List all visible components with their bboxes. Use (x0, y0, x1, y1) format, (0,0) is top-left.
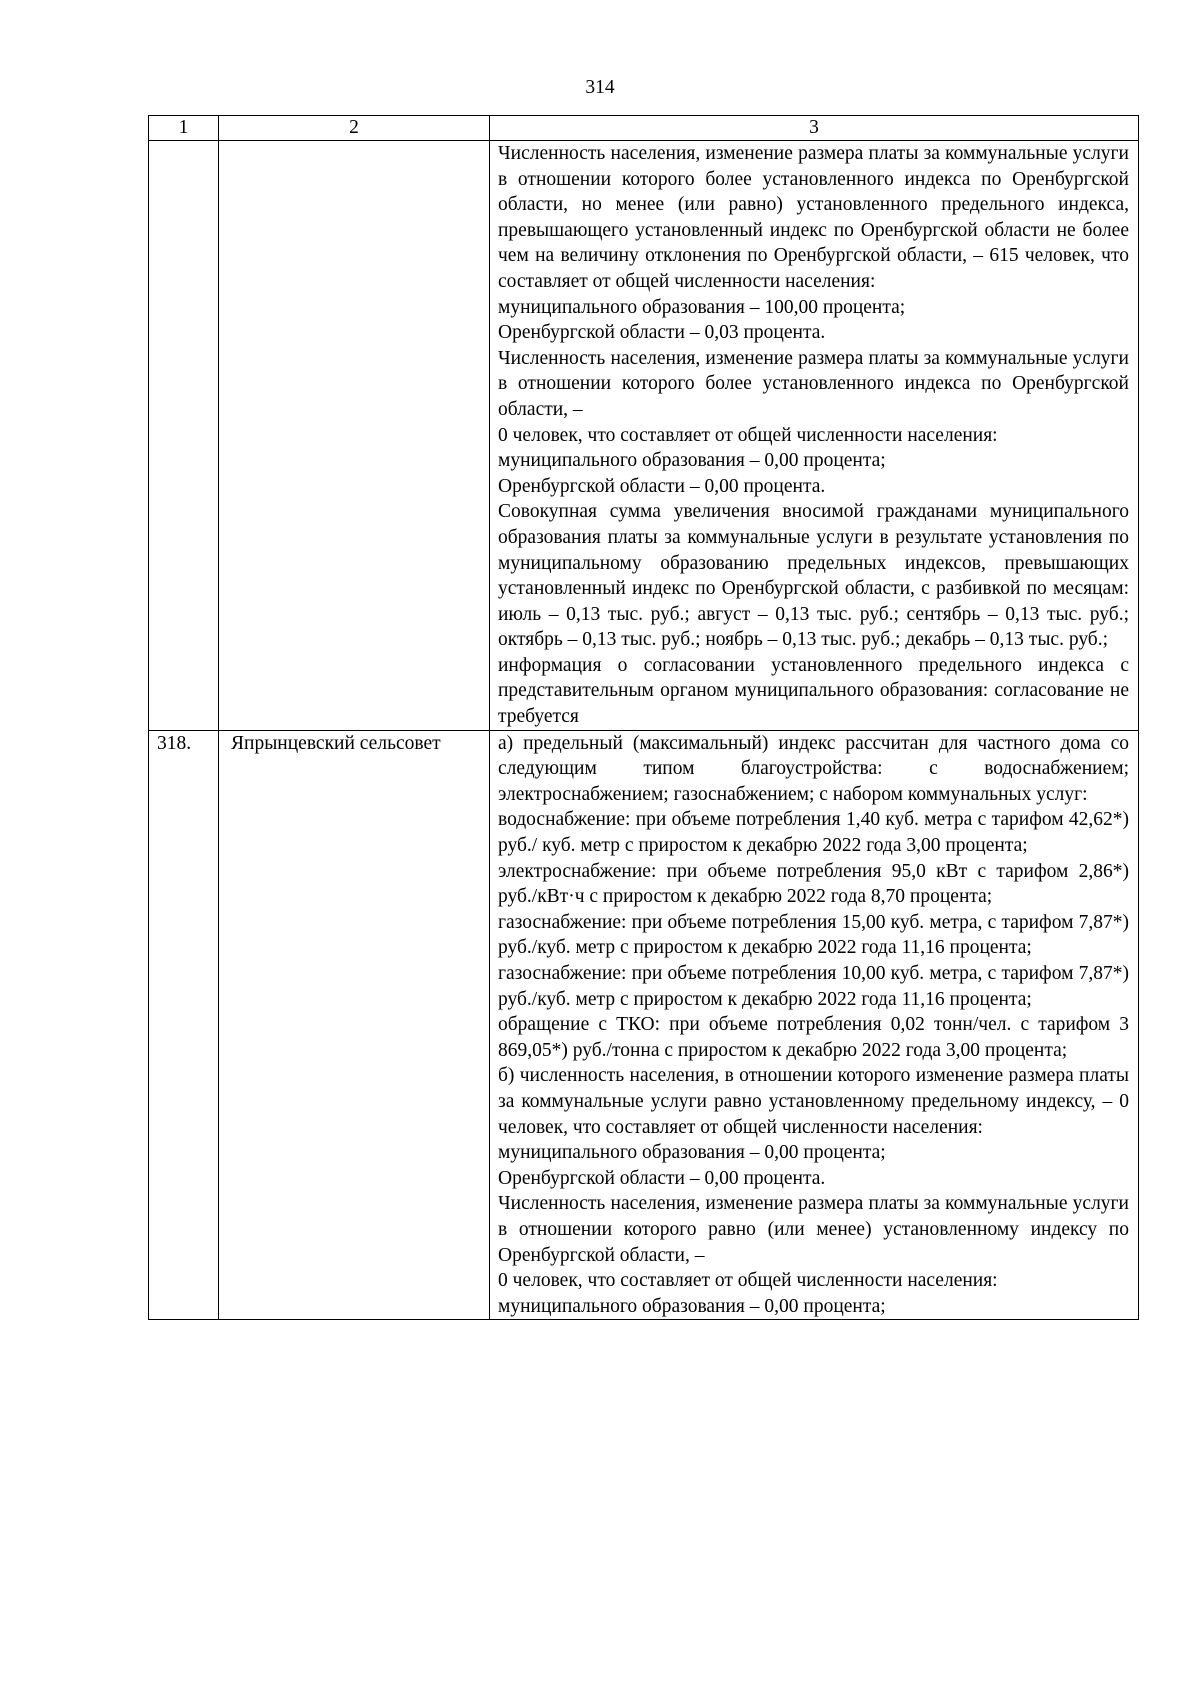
content-paragraph: 0 человек, что составляет от общей численности населения: (498, 424, 998, 446)
content-paragraph: Численность населения, изменение размера платы за коммунальные услуги в отношении которого равно (или менее) установленному индексу по Оренбургской области, – (498, 1193, 1129, 1266)
municipality-name: Япрынцевский сельсовет (219, 730, 490, 1320)
content-paragraph: Оренбургской области – 0,00 процента. (498, 475, 826, 497)
content-paragraph: Численность населения, изменение размера платы за коммунальные услуги в отношении которого более установленного индекса по Оренбургской области, – (498, 347, 1129, 420)
content-paragraph: Совокупная сумма увеличения вносимой гражданами муниципального образования платы за коммунальные услуги в результате установления по муниципальному образованию предельных индексов, превышающих установленный индекс по Оренбургской области, с разбивкой по месяцам: июль – 0,13 тыс. руб.; август – 0,13 тыс. руб.; сентябрь – 0,13 тыс. руб.; октябрь – 0,13 тыс. руб.; ноябрь – 0,13 тыс. руб.; декабрь – 0,13 тыс. руб.; (498, 501, 1129, 651)
content-paragraph: Численность населения, изменение размера платы за коммунальные услуги в отношении которого более установленного индекса по Оренбургской области, но менее (или равно) установленного предельного индекса, превышающего установленный индекс по Оренбургской области не более чем на величину отклонения по Оренбургской области, – 615 человек, что составляет от общей численности населения: (498, 143, 1129, 292)
municipality-name (219, 141, 490, 731)
page-number: 314 (585, 77, 615, 98)
table-row (149, 141, 1139, 731)
content-paragraph: газоснабжение: при объеме потребления 10,00 куб. метра, с тарифом 7,87*) руб./куб. метр с приростом к декабрю 2022 года 11,16 процента; (498, 963, 1129, 1010)
content-paragraph: Оренбургской области – 0,03 процента. (498, 322, 826, 344)
content-paragraph: обращение с ТКО: при объеме потребления 0,02 тонн/чел. с тарифом 3 869,05*) руб./тонна с приростом к декабрю 2022 года 3,00 процента; (498, 1014, 1129, 1061)
row-number: 318. (149, 730, 219, 1320)
content-paragraph: муниципального образования – 0,00 процента; (498, 1295, 886, 1317)
row-number (149, 141, 219, 731)
content-paragraph: электроснабжение: при объеме потребления 95,0 кВт с тарифом 2,86*) руб./кВт·ч с приростом к декабрю 2022 года 8,70 процента; (498, 860, 1129, 908)
content-paragraph: муниципального образования – 0,00 процента; (498, 450, 886, 472)
content-paragraph: муниципального образования – 0,00 процента; (498, 1142, 886, 1164)
header-col-2: 2 (219, 116, 490, 141)
table-row (149, 730, 1139, 1320)
content-paragraph: водоснабжение: при объеме потребления 1,40 куб. метра с тарифом 42,62*) руб./ куб. метр с приростом к декабрю 2022 года 3,00 процента; (498, 809, 1129, 857)
content-paragraph: 0 человек, что составляет от общей численности населения: (498, 1270, 998, 1292)
header-col-1: 1 (149, 116, 219, 141)
document-table (148, 115, 1139, 1320)
content-paragraph: Оренбургской области – 0,00 процента. (498, 1167, 826, 1189)
table-header-row (149, 116, 1139, 141)
content-paragraph: газоснабжение: при объеме потребления 15,00 куб. метра, с тарифом 7,87*) руб./куб. метр с приростом к декабрю 2022 года 11,16 процента; (498, 911, 1129, 959)
header-col-3: 3 (490, 116, 1139, 141)
row-content (490, 730, 1139, 1320)
content-paragraph: муниципального образования – 100,00 процента; (498, 296, 906, 318)
row-content (490, 141, 1139, 731)
content-paragraph: информация о согласовании установленного предельного индекса с представительным органом муниципального образования: согласование не требуется (498, 654, 1129, 728)
content-paragraph: б) численность населения, в отношении которого изменение размера платы за коммунальные услуги равно установленному предельному индексу, – 0 человек, что составляет от общей численности населения: (498, 1065, 1129, 1138)
content-paragraph: а) предельный (максимальный) индекс рассчитан для частного дома со следующим типом благоустройства: с водоснабжением; электроснабжением; газоснабжением; с набором коммунальных услуг: (498, 732, 1129, 805)
